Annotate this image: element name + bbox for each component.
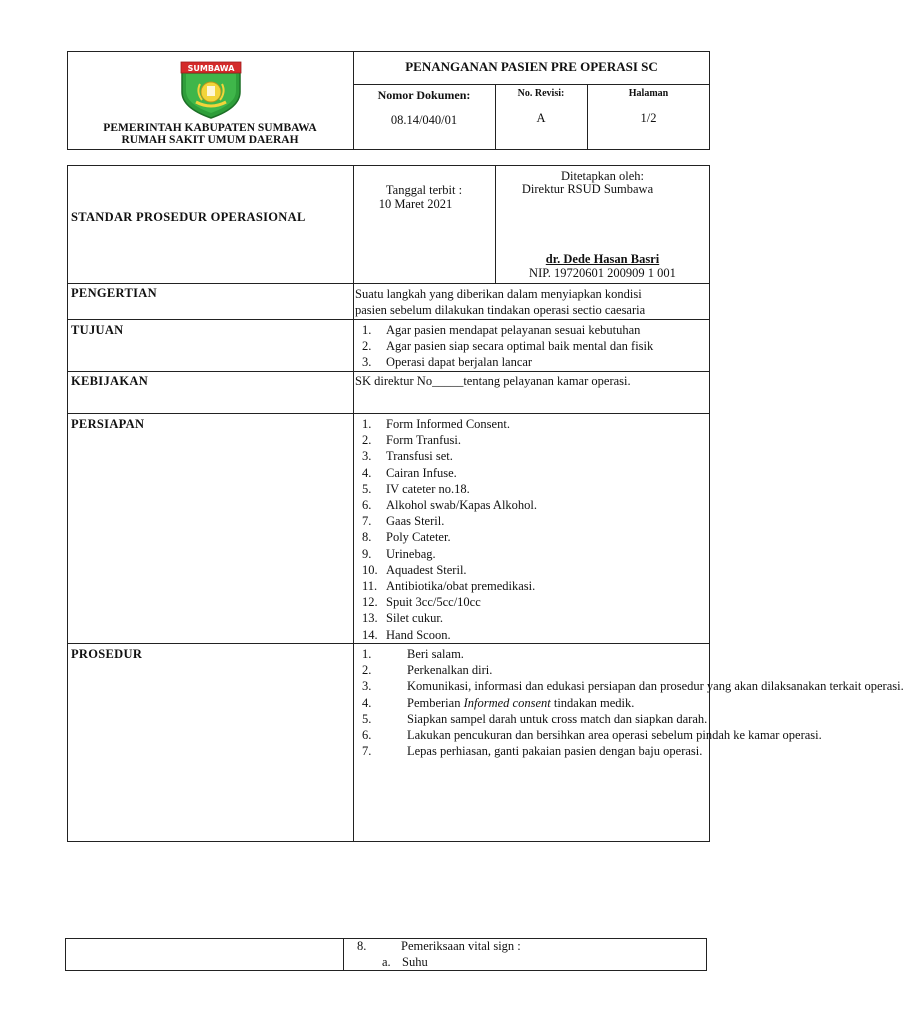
header-title-divider	[353, 84, 710, 85]
list-item	[355, 497, 537, 513]
list-number: 1.	[362, 647, 372, 661]
continuation-divider	[343, 938, 344, 971]
sub-letter: a.	[382, 955, 391, 969]
list-number: 6.	[362, 498, 372, 513]
list-item	[355, 711, 707, 727]
list-item	[355, 354, 653, 370]
list-item	[355, 562, 537, 578]
kebijakan-label: KEBIJAKAN	[71, 374, 149, 388]
text-before: Pemberian	[407, 695, 464, 710]
sub-text: Suhu	[402, 955, 428, 969]
kebijakan-text-after: tentang pelayanan kamar operasi.	[463, 374, 631, 388]
row-divider-4	[67, 413, 710, 414]
list-item	[355, 529, 537, 545]
row-divider-1	[67, 283, 710, 284]
org-line-2: RUMAH SAKIT UMUM DAERAH	[121, 134, 299, 146]
list-item	[355, 546, 537, 562]
list-item	[355, 662, 707, 678]
list-number: 13.	[362, 611, 378, 626]
list-number: 2.	[362, 339, 372, 354]
sop-title: STANDAR PROSEDUR OPERASIONAL	[71, 210, 306, 224]
informed-consent-italic: Informed consent	[463, 695, 551, 710]
halaman-label: Halaman	[628, 88, 669, 99]
list-number: 2.	[362, 663, 372, 678]
nomor-dokumen-value: 08.14/040/01	[390, 113, 458, 127]
list-item	[355, 678, 904, 694]
text-after: tindakan medik.	[550, 695, 635, 710]
list-text: Poly Cateter.	[386, 530, 451, 545]
signer-nip: NIP. 19720601 200909 1 001	[529, 266, 676, 280]
list-text: Perkenalkan diri.	[407, 663, 493, 678]
list-item	[355, 448, 537, 464]
list-number: 12.	[362, 595, 378, 610]
list-number: 1.	[362, 417, 372, 431]
list-number: 7.	[362, 514, 372, 529]
list-item	[355, 646, 707, 662]
list-number: 3.	[362, 355, 372, 370]
list-text: Cairan Infuse.	[386, 465, 457, 480]
list-text: Beri salam.	[407, 647, 464, 661]
list-text: Gaas Steril.	[386, 514, 445, 529]
list-item	[355, 432, 537, 448]
prosedur-list	[355, 646, 904, 759]
list-text: Urinebag.	[386, 546, 436, 561]
sumbawa-logo	[176, 58, 246, 120]
list-number: 1.	[362, 323, 372, 337]
list-item	[355, 513, 537, 529]
list-text: Alkohol swab/Kapas Alkohol.	[386, 498, 538, 513]
prosedur-label: PROSEDUR	[71, 647, 143, 661]
signer-name: dr. Dede Hasan Basri	[545, 252, 660, 266]
halaman-value: 1/2	[640, 111, 657, 125]
list-item	[355, 627, 537, 643]
tujuan-label: TUJUAN	[71, 323, 124, 337]
list-item	[355, 465, 537, 481]
ditetapkan-oleh: Ditetapkan oleh:	[561, 169, 644, 183]
kebijakan-blank: _____	[432, 374, 464, 388]
label-column-divider	[353, 165, 354, 842]
list-item	[355, 610, 537, 626]
persiapan-label: PERSIAPAN	[71, 417, 145, 431]
list-text: Form Informed Consent.	[386, 417, 510, 431]
pengertian-label: PENGERTIAN	[71, 286, 157, 300]
list-number: 4.	[362, 695, 372, 710]
list-text: Aquadest Steril.	[386, 562, 467, 577]
pengertian-line-2: pasien sebelum dilakukan tindakan operasi sectio caesaria	[355, 303, 646, 317]
pengertian-line-1: Suatu langkah yang diberikan dalam menyiapkan kondisi	[355, 287, 642, 301]
list-text: Transfusi set.	[386, 449, 453, 464]
revisi-value: A	[536, 111, 546, 125]
list-number: 9.	[362, 546, 372, 561]
list-item	[355, 594, 537, 610]
list-text: Spuit 3cc/5cc/10cc	[386, 595, 481, 610]
list-number: 4.	[362, 465, 372, 480]
list-text: IV cateter no.18.	[386, 481, 470, 496]
list-text: Antibiotika/obat premedikasi.	[386, 579, 536, 594]
list-number: 3.	[362, 449, 372, 464]
kebijakan-text	[355, 373, 631, 389]
list-item	[355, 743, 707, 759]
list-number: 8.	[362, 530, 372, 545]
list-item	[355, 481, 537, 497]
list-item	[355, 727, 822, 743]
list-item	[355, 578, 537, 594]
revisi-label: No. Revisi:	[517, 88, 565, 99]
list-text	[355, 695, 707, 711]
direktur-label: Direktur RSUD Sumbawa	[521, 182, 654, 196]
list-item	[355, 338, 653, 354]
tanggal-terbit-label: Tanggal terbit :	[385, 183, 463, 197]
list-text: Lakukan pencukuran dan bersihkan area operasi sebelum pindah ke kamar operasi.	[407, 728, 822, 743]
list-number: 8.	[357, 939, 367, 953]
list-text: Silet cukur.	[386, 611, 443, 626]
kebijakan-text-before: SK direktur No	[355, 374, 433, 388]
list-text: Agar pasien mendapat pelayanan sesuai kebutuhan	[386, 323, 641, 337]
list-text: Lepas perhiasan, ganti pakaian pasien dengan baju operasi.	[407, 744, 703, 759]
list-number: 11.	[362, 579, 378, 594]
list-text: Hand Scoon.	[386, 627, 451, 642]
row-divider-2	[67, 319, 710, 320]
list-item	[355, 322, 653, 338]
list-number: 14.	[362, 627, 378, 642]
tujuan-list	[355, 322, 653, 371]
document-title: PENANGANAN PASIEN PRE OPERASI SC	[405, 59, 658, 74]
logo-label: SUMBAWA	[187, 64, 235, 73]
list-text: Operasi dapat berjalan lancar	[386, 355, 533, 370]
nomor-dokumen-label: Nomor Dokumen:	[377, 88, 471, 102]
continuation-sub-a	[382, 954, 428, 970]
list-text: Agar pasien siap secara optimal baik mental dan fisik	[386, 339, 654, 354]
list-number: 5.	[362, 711, 372, 726]
row-divider-3	[67, 371, 710, 372]
list-number: 6.	[362, 728, 372, 743]
org-line-1: PEMERINTAH KABUPATEN SUMBAWA	[103, 122, 317, 134]
list-text: Form Tranfusi.	[386, 433, 462, 448]
list-text: Siapkan sampel darah untuk cross match dan siapkan darah.	[407, 711, 708, 726]
list-text: Pemeriksaan vital sign :	[401, 939, 521, 953]
list-number: 10.	[362, 562, 378, 577]
list-number: 7.	[362, 744, 372, 759]
list-number: 2.	[362, 433, 372, 448]
tanggal-terbit-value: 10 Maret 2021	[378, 197, 453, 211]
list-item	[355, 416, 537, 432]
list-number: 5.	[362, 481, 372, 496]
persiapan-list	[355, 416, 537, 643]
list-number: 3.	[362, 679, 372, 694]
continuation-item-8	[357, 938, 521, 954]
list-text: Komunikasi, informasi dan edukasi persiapan dan prosedur yang akan dilaksanakan terkait operasi.	[407, 679, 904, 694]
row-divider-5	[67, 643, 710, 644]
list-item	[355, 695, 707, 711]
